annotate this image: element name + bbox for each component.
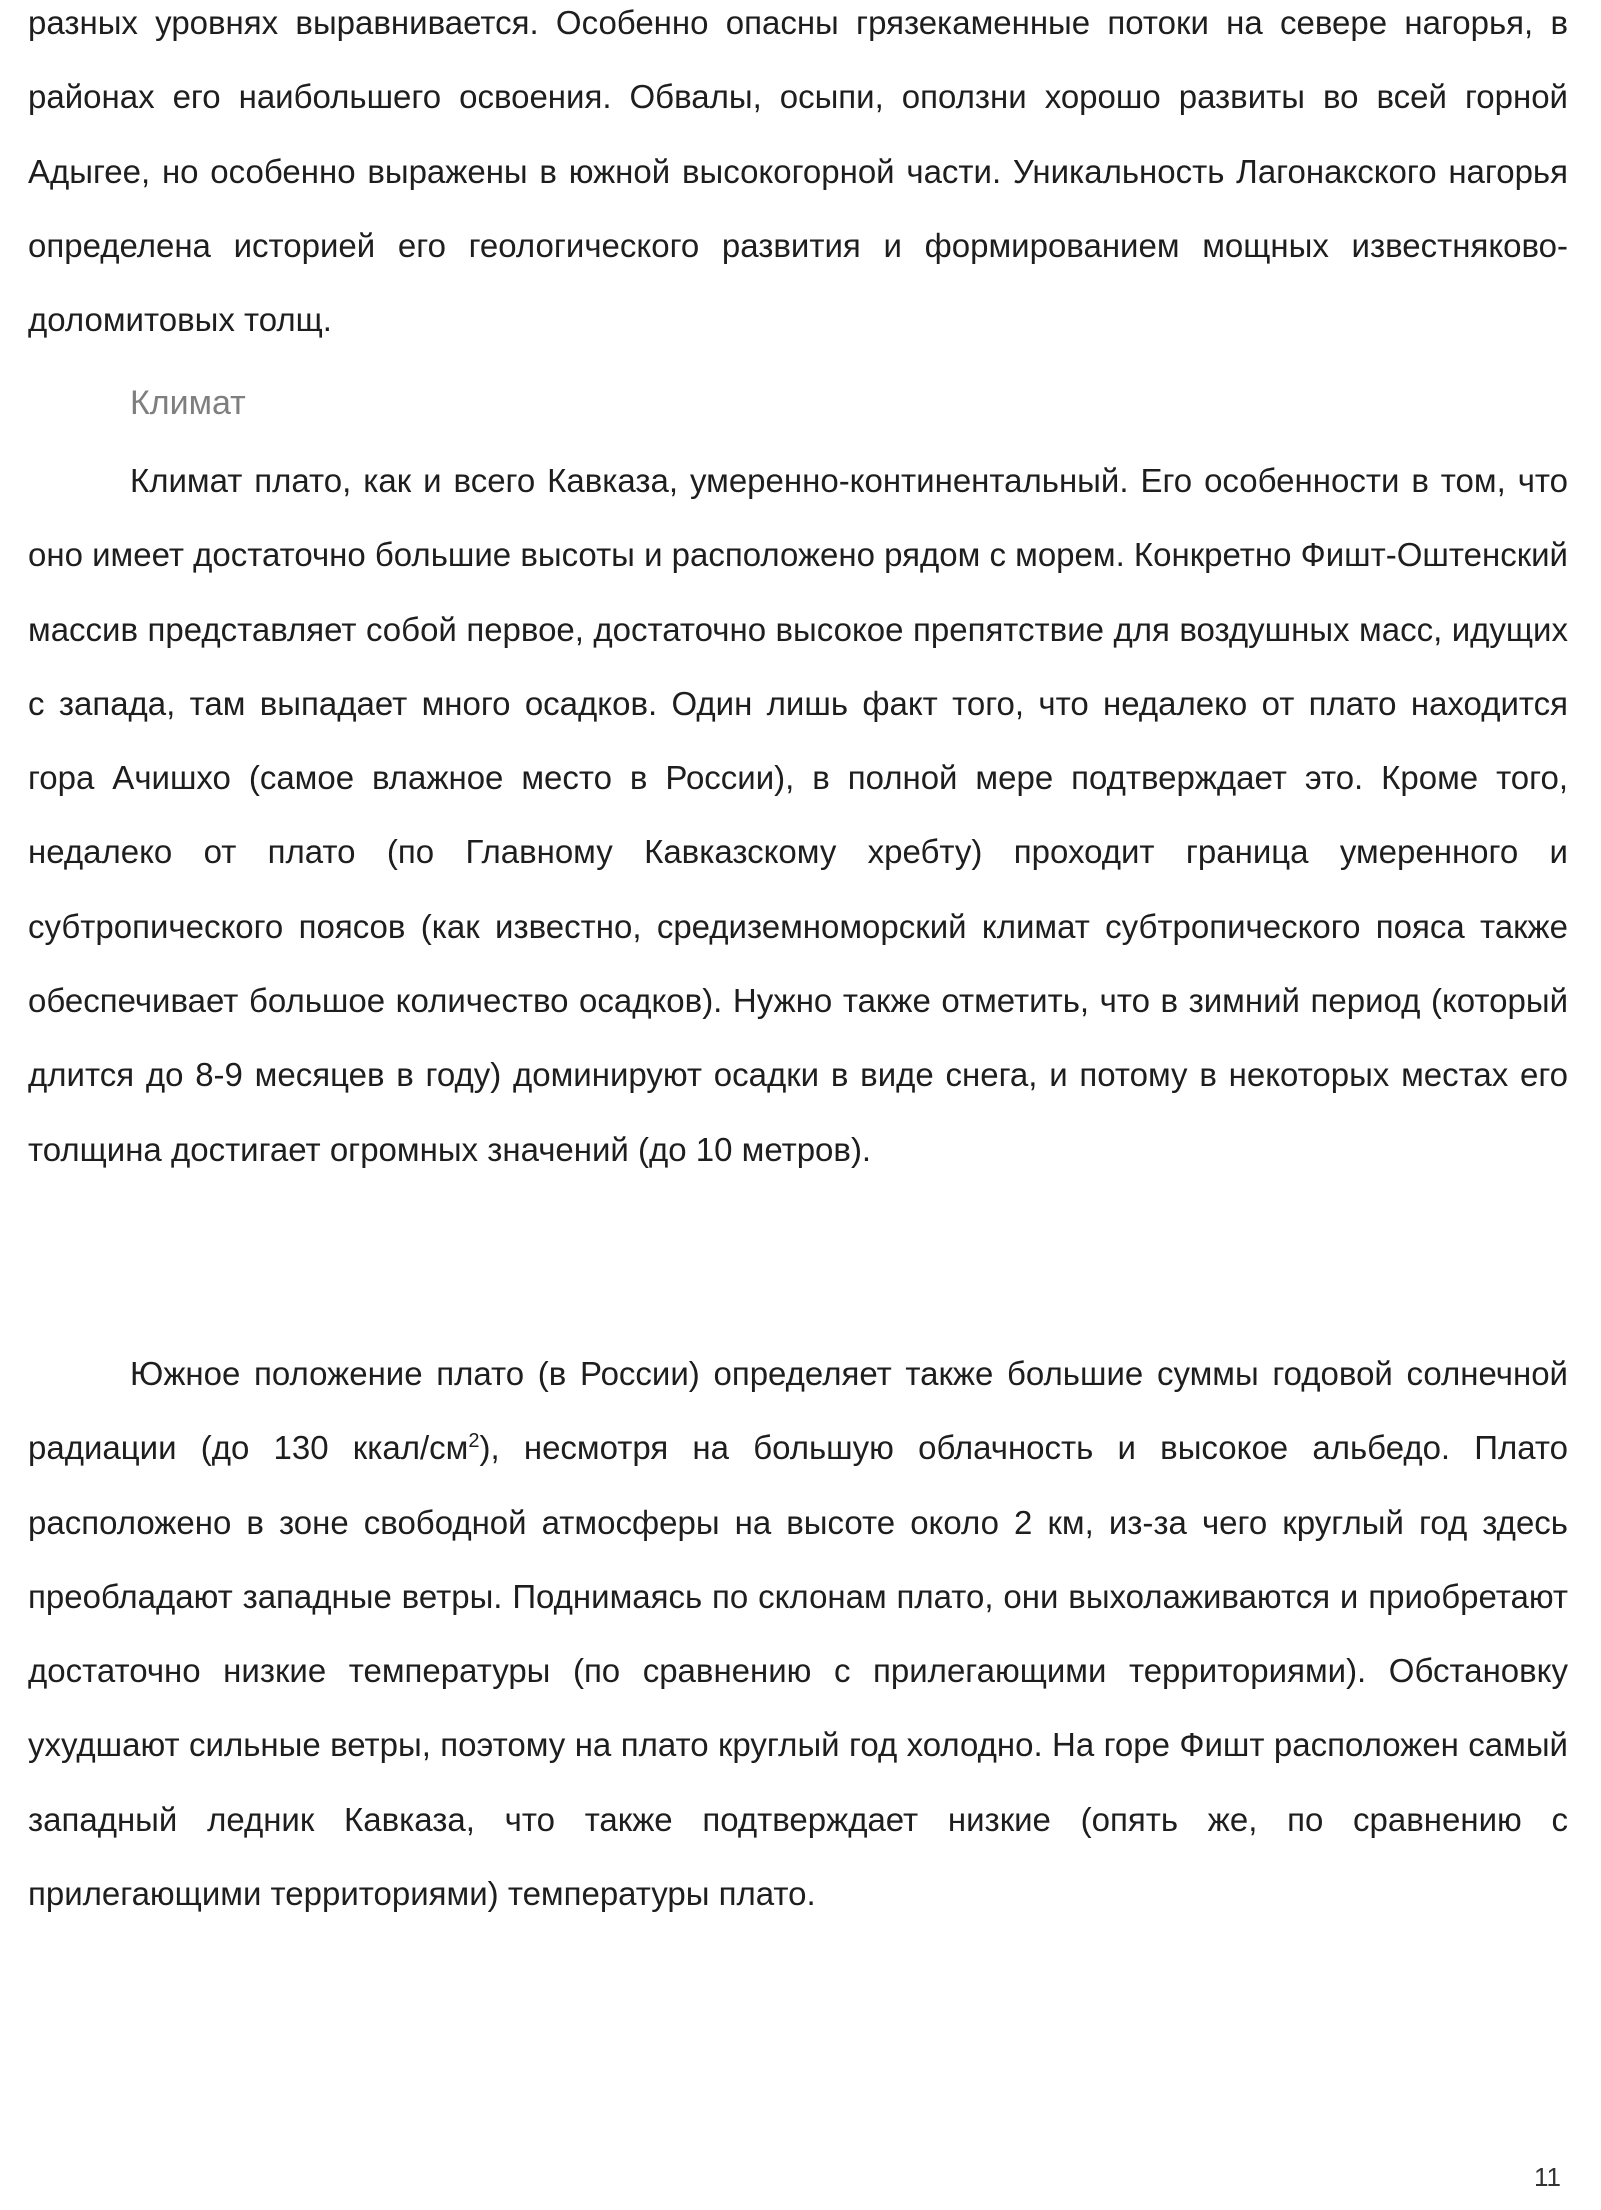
page-number: 11 [1534, 2162, 1561, 2192]
intro-paragraph [28, 0, 1568, 357]
climate-paragraph-1-text: Климат плато, как и всего Кавказа, умеренно-континентальный. Его особенности в том, что оно имеет достаточно большие высоты и расположено рядом с морем. Конкретно Фишт-Оштенский массив представляет собой первое, достаточно высокое препятствие для воздушных масс, идущих с запада, там выпадает много осадков. Один лишь факт того, что недалеко от плато находится гора Ачишхо (самое влажное место в России), в полной мере подтверждает это. Кроме того, недалеко от плато (по Главному Кавказскому хребту) проходит граница умеренного и субтропического поясов (как известно, средиземноморский климат субтропического пояса также обеспечивает большое количество осадков). Нужно также отметить, что в зимний период (который длится до 8-9 месяцев в году) доминируют осадки в виде снега, и потому в некоторых местах его толщина достигает огромных значений (до 10 метров). [28, 462, 1568, 1168]
climate-paragraph-2-text [28, 1337, 1568, 1931]
climate-paragraph-2 [28, 1337, 1568, 1931]
paragraph-2-part-1: Южное положение плато (в России) определяет также большие суммы годовой солнечной радиации (до 130 ккал/см [28, 1355, 1568, 1467]
paragraph-2-part-2: ), несмотря на большую облачность и высокое альбедо. Плато расположено в зоне свободной атмосферы на высоте около 2 км, из-за чего круглый год здесь преобладают западные ветры. Поднимаясь по склонам плато, они выхолаживаются и приобретают достаточно низкие температуры (по сравнению с прилегающими территориями). Обстановку ухудшают сильные ветры, поэтому на плато круглый год холодно. На горе Фишт расположен самый западный ледник Кавказа, что также подтверждает низкие (опять же, по сравнению с прилегающими территориями) температуры плато. [28, 1429, 1568, 1913]
climate-paragraph-1 [28, 444, 1568, 1187]
section-heading: Климат [130, 384, 246, 422]
superscript-two: 2 [468, 1430, 480, 1453]
intro-text: разных уровнях выравнивается. Особенно опасны грязекаменные потоки на севере нагорья, в районах его наибольшего освоения. Обвалы, осыпи, оползни хорошо развиты во всей горной Адыгее, но особенно выражены в южной высокогорной части. Уникальность Лагонакского нагорья определена историей его геологического развития и формированием мощных известняково-доломитовых толщ. [28, 4, 1568, 339]
